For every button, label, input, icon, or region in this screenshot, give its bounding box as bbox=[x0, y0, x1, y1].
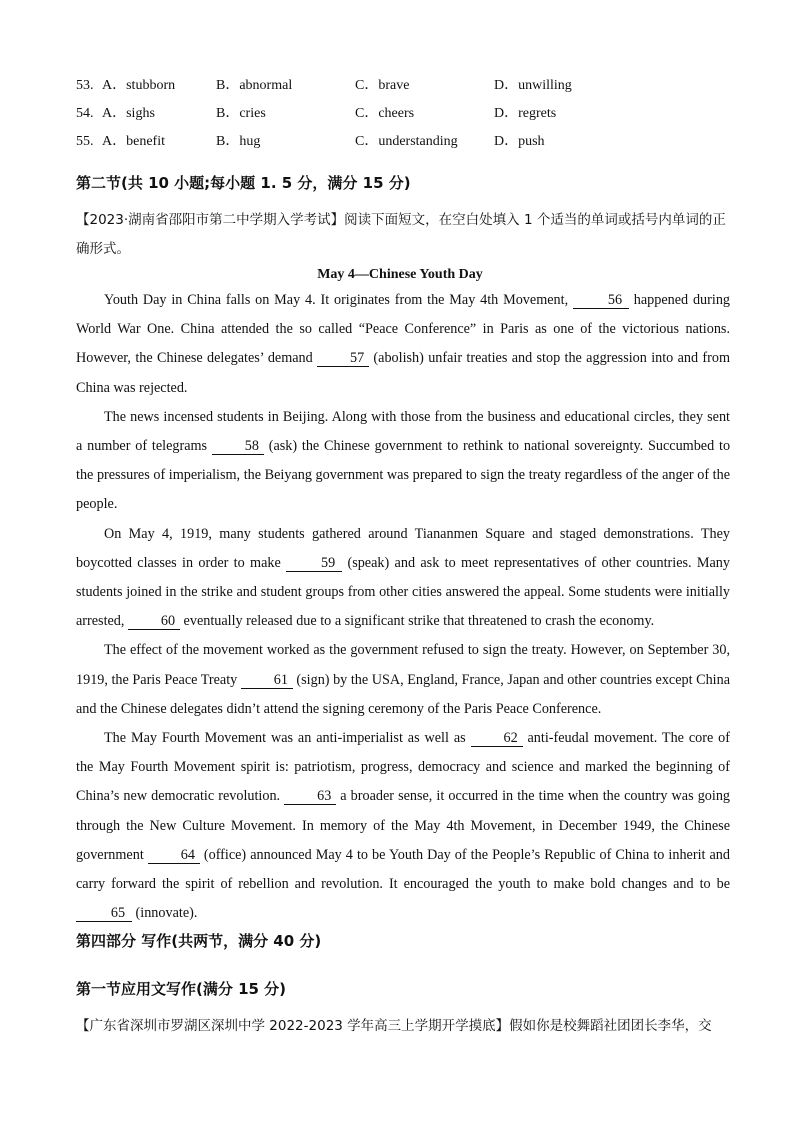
text: (sign) by the USA, England, France, Japan and other countries except China and the Chinese delegates didn’t attend the signing ceremony of the Paris Peace Conference. bbox=[76, 671, 731, 717]
paragraph-4 bbox=[76, 636, 730, 724]
blank-61: 61 bbox=[241, 673, 293, 689]
section-2-heading: 第二节(共 10 小题;每小题 1. 5 分，满分 15 分) bbox=[76, 174, 411, 192]
blank-63: 63 bbox=[284, 789, 336, 805]
blank-59: 59 bbox=[286, 556, 342, 572]
text: (speak) and ask to meet representatives of other countries. Many students joined in the strike and student groups from other cities answered the appeal. Some students were initially arrested, bbox=[76, 554, 730, 630]
question-number: 54. bbox=[76, 106, 94, 121]
text: (abolish) unfair treaties and stop the aggression into and from China was rejected. bbox=[76, 350, 730, 396]
text: (office) announced May 4 to be Youth Day of the People’s Republic of China to inherit and carry forward the spirit of rebellion and revolution. It encouraged the youth to make bold changes and to be bbox=[76, 846, 730, 893]
text: The May Fourth Movement was an anti-imperialist as well as bbox=[104, 730, 466, 747]
option-d: D．regrets bbox=[494, 106, 557, 121]
section-2-instruction: 【2023·湖南省邵阳市第二中学期入学考试】阅读下面短文，在空白处填入 1 个适当的单词或括号内单词的正确形式。 bbox=[76, 212, 726, 257]
blank-56: 56 bbox=[573, 293, 629, 309]
text: The news incensed students in Beijing. Along with those from the business and educational circles, they sent a number of telegrams bbox=[76, 408, 730, 455]
option-d: D．push bbox=[494, 134, 545, 149]
text: anti-feudal movement. The core of the May Fourth Movement spirit is: patriotism, progress, democracy and science and marked the beginning of China’s new democratic revolution. bbox=[76, 730, 730, 805]
option-b: B．cries bbox=[216, 106, 266, 121]
option-b: B．abnormal bbox=[216, 78, 293, 93]
option-c: C．understanding bbox=[355, 134, 458, 149]
option-c: C．cheers bbox=[355, 106, 415, 121]
option-b: B．hug bbox=[216, 134, 261, 149]
paragraph-3 bbox=[76, 520, 730, 637]
text: a broader sense, it occurred in the time when the country was going through the New Culture Movement. In memory of the May 4th Movement, in December 1949, the Chinese government bbox=[76, 788, 731, 863]
option-a: A．sighs bbox=[102, 106, 155, 121]
part-4-heading: 第四部分 写作(共两节，满分 40 分) bbox=[76, 932, 322, 950]
blank-62: 62 bbox=[471, 731, 523, 747]
blank-58: 58 bbox=[212, 439, 264, 455]
text: eventually released due to a significant strike that threatened to crash the economy. bbox=[183, 613, 655, 630]
blank-57: 57 bbox=[317, 351, 369, 367]
paragraph-5 bbox=[76, 724, 730, 928]
blank-60: 60 bbox=[128, 614, 180, 630]
text: happened during World War One. China attended the so called “Peace Conference” in Paris as one of the victorious nations. However, the Chinese delegates’ demand bbox=[76, 292, 731, 367]
passage-title: May 4—Chinese Youth Day bbox=[317, 267, 483, 282]
question-number: 53. bbox=[76, 78, 94, 93]
question-number: 55. bbox=[76, 134, 94, 149]
text: (innovate). bbox=[135, 905, 198, 922]
part-4-instruction: 【广东省深圳市罗湖区深圳中学 2022-2023 学年高三上学期开学摸底】假如你是校舞蹈社团团长李华，交 bbox=[76, 1018, 712, 1034]
blank-65: 65 bbox=[76, 906, 132, 922]
passage-body bbox=[76, 286, 730, 928]
part-4-section-1-heading: 第一节应用文写作(满分 15 分) bbox=[76, 980, 287, 998]
option-a: A．stubborn bbox=[102, 78, 176, 93]
text: On May 4, 1919, many students gathered around Tiananmen Square and staged demonstrations. They boycotted classes in order to make bbox=[76, 525, 730, 571]
text: (ask) the Chinese government to rethink to national sovereignty. Succumbed to the pressures of imperialism, the Beiyang government was prepared to sign the treaty regardless of the anger of the people. bbox=[76, 438, 731, 513]
paragraph-1 bbox=[76, 286, 730, 403]
text: The effect of the movement worked as the government refused to sign the treaty. However, on September 30, 1919, the Paris Peace Treaty bbox=[76, 642, 730, 688]
option-d: D．unwilling bbox=[494, 78, 572, 93]
option-c: C．brave bbox=[355, 78, 410, 93]
option-a: A．benefit bbox=[102, 134, 165, 149]
text: Youth Day in China falls on May 4. It originates from the May 4th Movement, bbox=[104, 292, 569, 308]
paragraph-2 bbox=[76, 403, 730, 520]
blank-64: 64 bbox=[148, 848, 200, 864]
